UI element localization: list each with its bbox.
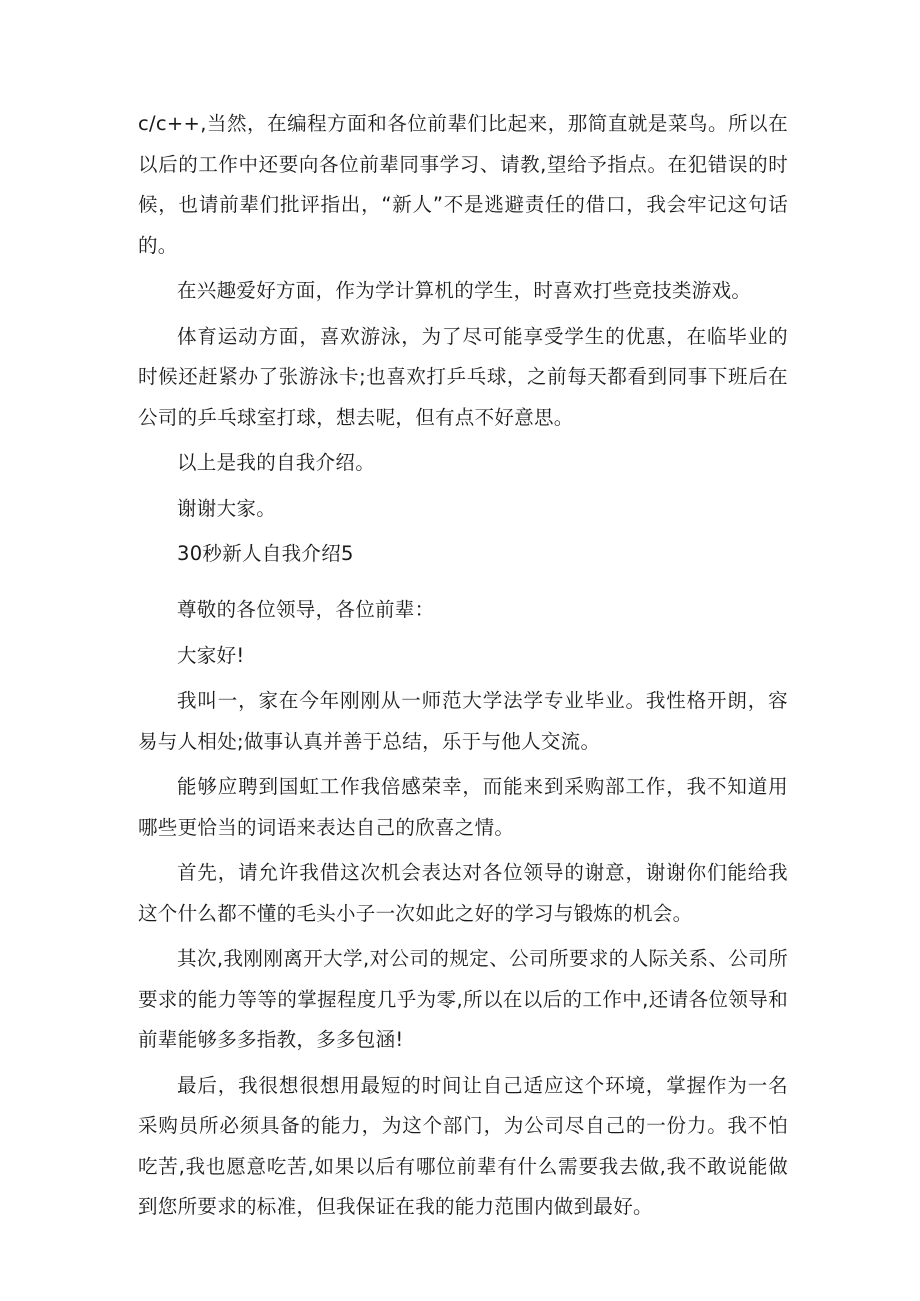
document-body [138,104,788,1233]
paragraph-last: 最后，我很想很想用最短的时间让自己适应这个环境，掌握作为一名采购员所必须具备的能力，为这个部门，为公司尽自己的一份力。我不怕吃苦,我也愿意吃苦,如果以后有哪位前辈有什么需要我去做,我不敢说能做到您所要求的标准，但我保证在我的能力范围内做到最好。 [138,1073,788,1218]
paragraph-sports: 体育运动方面，喜欢游泳，为了尽可能享受学生的优惠，在临毕业的时候还赶紧办了张游泳卡;也喜欢打乒乓球，之前每天都看到同事下班后在公司的乒乓球室打球，想去呢，但有点不好意思。 [138,324,788,429]
section-heading: 30秒新人自我介绍5 [177,542,354,565]
paragraph-second: 其次,我刚刚离开大学,对公司的规定、公司所要求的人际关系、公司所要求的能力等等的掌握程度几乎为零,所以在以后的工作中,还请各位领导和前辈能够多多指教，多多包涵! [138,947,788,1051]
paragraph-honor: 能够应聘到国虹工作我倍感荣幸，而能来到采购部工作，我不知道用哪些更恰当的词语来表达自己的欣喜之情。 [138,775,788,839]
paragraph-closing: 以上是我的自我介绍。 [177,451,376,474]
paragraph-salutation: 尊敬的各位领导，各位前辈： [177,598,435,621]
paragraph-thanks: 谢谢大家。 [177,496,277,520]
paragraph-greeting: 大家好! [177,643,245,667]
paragraph-first: 首先，请允许我借这次机会表达对各位领导的谢意，谢谢你们能给我这个什么都不懂的毛头小子一次如此之好的学习与锻炼的机会。 [138,861,788,925]
paragraph-continuation: c/c++,当然，在编程方面和各位前辈们比起来，那简直就是菜鸟。所以在以后的工作中还要向各位前辈同事学习、请教,望给予指点。在犯错误的时候，也请前辈们批评指出，“新人”不是逃避责任的借口，我会牢记这句话的。 [138,112,788,257]
paragraph-intro: 我叫一，家在今年刚刚从一师范大学法学专业毕业。我性格开朗，容易与人相处;做事认真并善于总结，乐于与他人交流。 [138,689,788,753]
paragraph-hobbies: 在兴趣爱好方面，作为学计算机的学生，时喜欢打些竞技类游戏。 [177,279,752,302]
